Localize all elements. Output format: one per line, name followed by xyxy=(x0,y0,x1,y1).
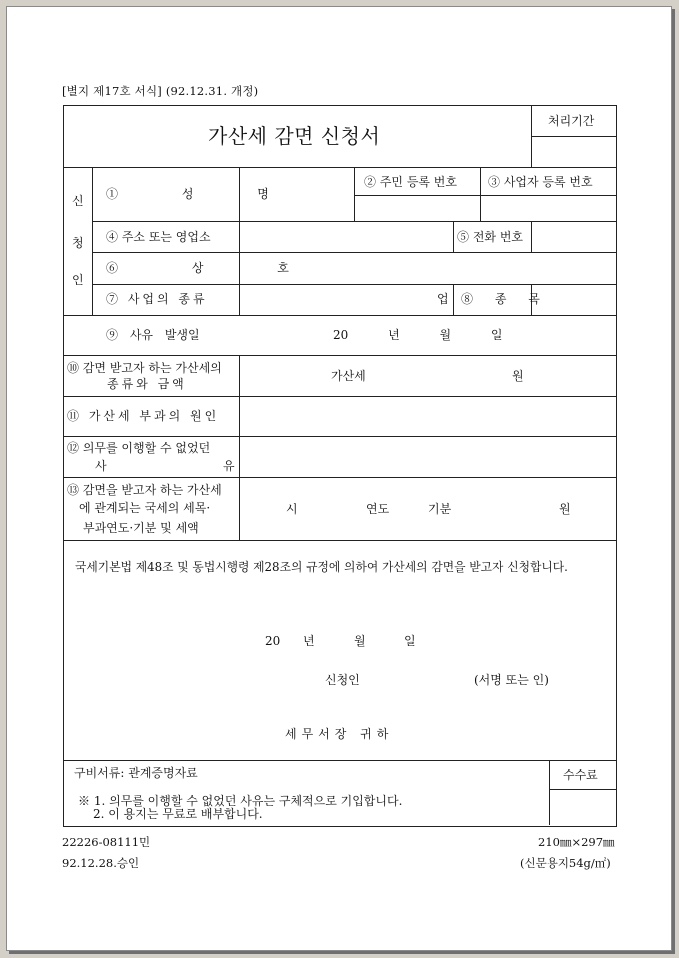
business-type-suffix: 업 xyxy=(437,292,449,306)
unable-label-line1: ⑫ 의무를 이행할 수 없었던 xyxy=(67,441,211,455)
reason-date-value: 20 년 월 일 xyxy=(333,328,503,342)
unable-label-line2a: 사 xyxy=(95,459,107,473)
paper-size: 210㎜×297㎜ xyxy=(538,835,615,849)
applicant-sign-label: 신청인 xyxy=(325,673,360,687)
row5-divider xyxy=(63,355,616,356)
row9-divider xyxy=(63,540,616,541)
phone-vline-b xyxy=(531,221,532,252)
row6-divider xyxy=(63,396,616,397)
date-month-label: 월 xyxy=(354,634,366,648)
item-label: ⑧ 종 목 xyxy=(461,292,540,306)
documents-label: 구비서류: 관계증명자료 xyxy=(74,766,198,780)
applicant-char-3: 인 xyxy=(72,273,84,287)
form-title: 가산세 감면 신청서 xyxy=(208,124,381,148)
business-vline xyxy=(480,167,481,221)
row3-divider xyxy=(92,284,616,285)
phone-vline-a xyxy=(453,221,454,252)
date-day-label: 일 xyxy=(404,634,416,648)
row8-divider xyxy=(63,477,616,478)
fee-vline xyxy=(549,760,550,825)
related-label-line2: 에 관계되는 국세의 세목· xyxy=(79,501,211,515)
date-year: 20 xyxy=(265,634,281,648)
lower-label-vline xyxy=(239,355,240,540)
form-frame xyxy=(63,105,617,827)
unable-label-line2b: 유 xyxy=(223,459,235,473)
title-vline xyxy=(531,105,532,167)
reason-date-label: ⑨ 사유 발생일 xyxy=(106,328,200,342)
statement-text: 국세기본법 제48조 및 동법시행령 제28조의 규정에 의하여 가산세의 감면을 받고자 신청합니다. xyxy=(75,560,568,574)
business-no-label: ③ 사업자 등록 번호 xyxy=(488,175,593,189)
note-1: ※ 1. 의무를 이행할 수 없었던 사유는 구체적으로 기입합니다. xyxy=(78,794,403,808)
related-value-period: 기분 xyxy=(428,502,452,516)
approval-date: 92.12.28.승인 xyxy=(62,856,140,870)
reduction-label-line2: 종류와 금액 xyxy=(107,377,187,391)
statement-divider xyxy=(63,760,616,761)
related-value-year-prefix: 시 xyxy=(286,502,298,516)
reduction-value-left: 가산세 xyxy=(331,369,366,383)
recipient-label: 세무서장 귀하 xyxy=(285,727,394,741)
note-2: 2. 이 용지는 무료로 배부합니다. xyxy=(93,807,263,821)
resident-no-label: ② 주민 등록 번호 xyxy=(364,175,457,189)
paper-type: (신문용지54g/㎡) xyxy=(520,856,611,870)
reduction-label-line1: ⑩ 감면 받고자 하는 가산세의 xyxy=(67,361,222,375)
name-label: ① 성 명 xyxy=(106,187,269,201)
related-label-line1: ⑬ 감면을 받고자 하는 가산세 xyxy=(67,483,222,497)
business-type-label: ⑦ 사업의 종류 xyxy=(106,292,208,306)
related-label-line3: 부과연도·기분 및 세액 xyxy=(83,521,199,535)
address-label: ④ 주소 또는 영업소 xyxy=(106,230,211,244)
date-year-label: 년 xyxy=(303,634,315,648)
row2-divider xyxy=(92,252,616,253)
form-header: [별지 제17호 서식] (92.12.31. 개정) xyxy=(62,84,259,98)
fee-label: 수수료 xyxy=(563,768,598,782)
reduction-value-right: 원 xyxy=(512,369,524,383)
related-value-year: 연도 xyxy=(366,502,390,516)
applicant-char-1: 신 xyxy=(72,194,84,208)
title-row-divider xyxy=(63,167,616,168)
related-value-won: 원 xyxy=(559,502,571,516)
fee-divider xyxy=(549,789,616,790)
sign-note: (서명 또는 인) xyxy=(474,673,549,687)
item-vline-a xyxy=(453,284,454,315)
row1-divider xyxy=(92,221,616,222)
id-row-divider xyxy=(354,195,616,196)
row7-divider xyxy=(63,436,616,437)
applicant-vline xyxy=(92,167,93,315)
cause-label: ⑪ 가산세 부과의 원인 xyxy=(67,409,220,423)
trade-name-label: ⑥ 상 호 xyxy=(106,261,289,275)
processing-period-label: 처리기간 xyxy=(548,114,595,128)
phone-label: ⑤ 전화 번호 xyxy=(457,230,523,244)
row4-divider xyxy=(63,315,616,316)
form-code: 22226-08111민 xyxy=(62,835,151,849)
applicant-char-2: 청 xyxy=(72,236,84,250)
resident-vline xyxy=(354,167,355,221)
processing-divider xyxy=(531,136,616,137)
